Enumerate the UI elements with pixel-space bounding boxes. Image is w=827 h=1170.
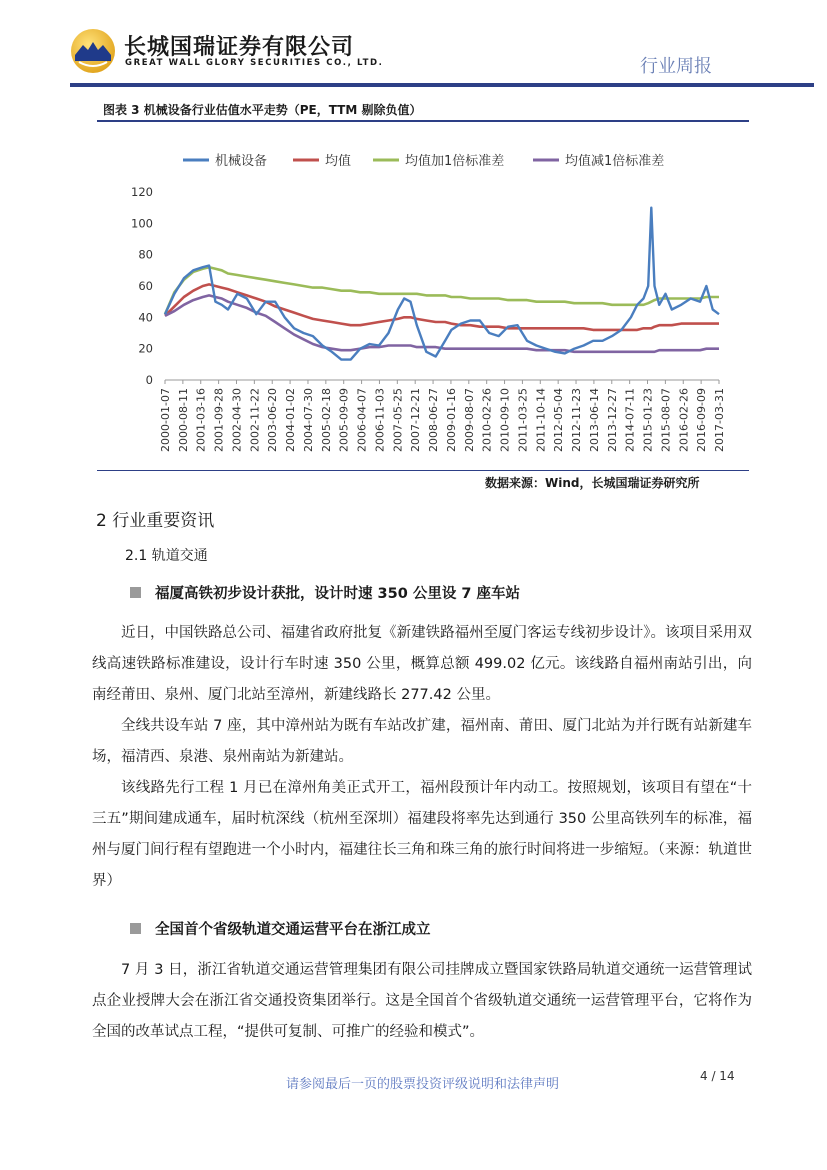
header-divider [70, 83, 814, 87]
bullet-square-icon [130, 587, 141, 598]
x-tick-label: 2015-01-23 [641, 388, 655, 452]
figure-title: 图表 3 机械设备行业估值水平走势（PE，TTM 剔除负值） [103, 103, 422, 117]
news-heading-1 [130, 582, 520, 603]
x-axis [159, 380, 726, 452]
report-type: 行业周报 [640, 56, 712, 77]
news-heading-2 [130, 918, 431, 939]
x-tick-label: 2001-03-16 [194, 388, 208, 452]
news-body-2 [92, 955, 752, 1048]
x-tick-label: 2005-09-09 [337, 388, 351, 452]
x-tick-label: 2014-07-11 [623, 388, 637, 452]
x-tick-label: 2013-06-14 [587, 388, 601, 452]
news-1-paragraph: 近日，中国铁路总公司、福建省政府批复《新建铁路福州至厦门客运专线初步设计》。该项目采用双线高速铁路标准建设，设计行车时速 350 公里，概算总额 499.02 亿元。该线路自福州南站引出，向南经莆田、泉州、厦门北站至漳州，新建线路长 277.42 公里。 [92, 625, 752, 703]
page-number: 4 / 14 [700, 1069, 735, 1083]
x-tick-label: 2004-01-02 [284, 388, 298, 452]
news-heading-1-text: 福厦高铁初步设计获批，设计时速 350 公里设 7 座车站 [155, 586, 521, 602]
x-tick-label: 2009-01-16 [444, 388, 458, 452]
x-tick-label: 2000-01-07 [159, 388, 172, 452]
chart-series [165, 208, 719, 360]
y-tick-label: 40 [138, 310, 153, 325]
x-tick-label: 2009-08-07 [462, 388, 476, 452]
company-name-cn: 长城国瑞证券有限公司 [124, 35, 355, 60]
y-axis [131, 185, 153, 387]
x-tick-label: 2012-11-23 [570, 388, 584, 452]
y-tick-label: 100 [131, 216, 153, 231]
y-tick-label: 0 [145, 373, 153, 387]
pe-valuation-chart [97, 140, 749, 470]
x-tick-label: 2008-06-27 [427, 388, 441, 452]
y-tick-label: 80 [138, 247, 153, 262]
x-tick-label: 2006-04-07 [355, 388, 369, 452]
x-tick-label: 2017-03-31 [713, 388, 726, 452]
x-tick-label: 2000-08-11 [176, 388, 190, 452]
section-title: 2 行业重要资讯 [96, 511, 215, 531]
company-name-en: GREAT WALL GLORY SECURITIES CO., LTD. [125, 58, 384, 68]
x-tick-label: 2006-11-03 [373, 388, 387, 452]
legend-label: 均值减1倍标准差 [565, 154, 665, 169]
x-tick-label: 2016-09-09 [695, 388, 709, 452]
x-tick-label: 2011-10-14 [534, 388, 548, 452]
x-tick-label: 2015-08-07 [659, 388, 673, 452]
news-1-paragraph: 该线路先行工程 1 月已在漳州角美正式开工，福州段预计年内动工。按照规划，该项目有望在“十三五”期间建成通车，届时杭深线（杭州至深圳）福建段将率先达到通行 350 公里高铁列车的标准，福州与厦门间行程有望跑进一个小时内，福建往长三角和珠三角的旅行时间将进一步缩短。（来源：轨道世界） [92, 780, 752, 889]
legend-label: 机械设备 [215, 154, 268, 169]
figure-source: 数据来源：Wind，长城国瑞证券研究所 [485, 476, 700, 490]
x-tick-label: 2010-09-10 [498, 388, 512, 452]
news-body-1 [92, 618, 752, 897]
x-tick-label: 2012-05-04 [552, 388, 566, 452]
x-tick-label: 2003-06-20 [266, 388, 280, 452]
chart-legend [183, 153, 664, 169]
x-tick-label: 2016-02-26 [677, 388, 691, 452]
news-1-paragraph: 全线共设车站 7 座，其中漳州站为既有车站改扩建，福州南、莆田、厦门北站为并行既有站新建车场，福清西、泉港、泉州南站为新建站。 [92, 718, 752, 765]
news-2-paragraph: 7 月 3 日，浙江省轨道交通运营管理集团有限公司挂牌成立暨国家铁路局轨道交通统一运营管理试点企业授牌大会在浙江省交通投资集团举行。这是全国首个省级轨道交通统一运营管理平台，它将作为全国的改革试点工程，“提供可复制、可推广的经验和模式”。 [92, 962, 752, 1040]
y-tick-label: 20 [138, 341, 153, 356]
y-tick-label: 120 [131, 185, 153, 199]
x-tick-label: 2007-12-21 [409, 388, 423, 452]
subsection-title: 2.1 轨道交通 [125, 548, 208, 564]
x-tick-label: 2004-07-30 [301, 388, 315, 452]
figure-bottom-divider [97, 470, 749, 471]
x-tick-label: 2010-02-26 [480, 388, 494, 452]
x-tick-label: 2005-02-18 [319, 388, 333, 452]
y-tick-label: 60 [138, 279, 153, 293]
bullet-square-icon [130, 923, 141, 934]
x-tick-label: 2002-04-30 [230, 388, 244, 452]
legend-label: 均值加1倍标准差 [405, 154, 505, 169]
x-tick-label: 2007-05-25 [391, 388, 405, 452]
x-tick-label: 2011-03-25 [516, 388, 530, 452]
legend-label: 均值 [325, 154, 352, 169]
footer-disclaimer: 请参阅最后一页的股票投资评级说明和法律声明 [286, 1077, 560, 1092]
series-line-1 [165, 208, 719, 360]
company-logo [70, 28, 116, 74]
x-tick-label: 2013-12-27 [605, 388, 619, 452]
x-tick-label: 2001-09-28 [212, 388, 226, 452]
news-heading-2-text: 全国首个省级轨道交通运营平台在浙江成立 [155, 922, 431, 938]
x-tick-label: 2002-11-22 [248, 388, 262, 452]
figure-top-divider [97, 120, 749, 122]
